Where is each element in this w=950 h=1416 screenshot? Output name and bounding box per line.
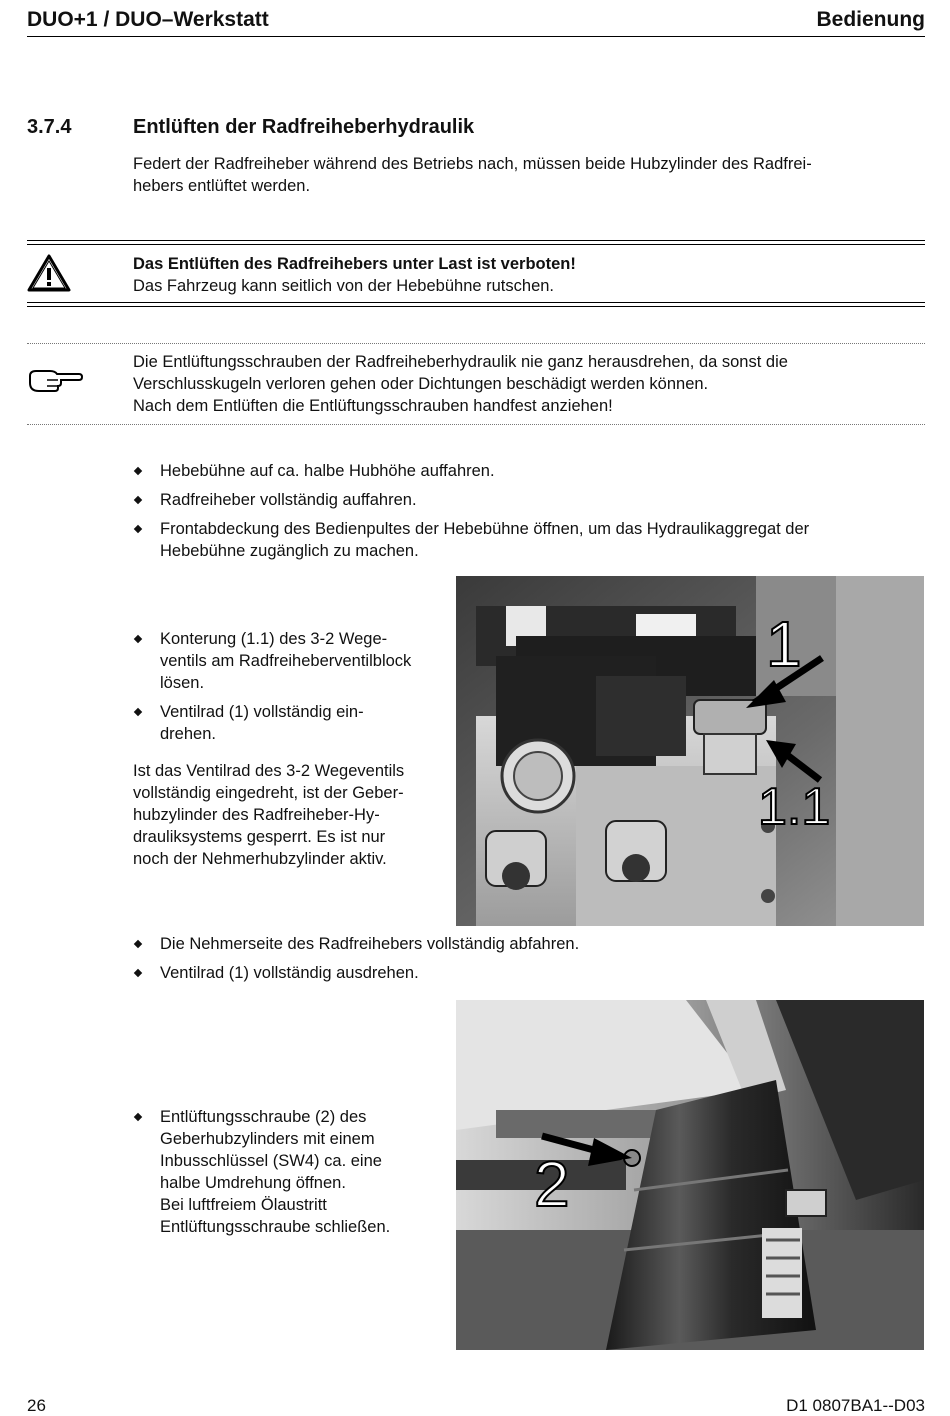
valve-block-photo [456,576,924,926]
warning-text [133,253,913,297]
intro-paragraph [133,153,913,197]
valve-explanation: Ist das Ventilrad des 3-2 Wegeventils vollständig eingedreht, ist der Geber- hubzylinder des Radfreiheber-Hy- drauliksystems gesperrt. Es ist nur noch der Nehmerhubzylinder aktiv. [133,762,405,868]
steps-list-d [133,1106,433,1245]
bullet-icon [134,969,142,977]
photo-label-2: 2 [534,1148,570,1220]
bullet-icon [134,525,142,533]
warning-body: Das Fahrzeug kann seitlich von der Hebebühne rutschen. [133,277,554,295]
steps-list-a [133,460,913,569]
intro-line: Federt der Radfreiheber während des Betriebs nach, müssen beide Hubzylinder des Radfrei- [133,155,812,173]
intro-line: hebers entlüftet werden. [133,177,311,195]
list-item: Radfreiheber vollständig auffahren. [133,489,913,511]
pointing-hand-icon [27,366,83,399]
section-title: Entlüften der Radfreiheberhydraulik [133,116,475,138]
bullet-icon [134,496,142,504]
note-bottom-rule [27,424,925,425]
bullet-icon [134,940,142,948]
list-item: Ventilrad (1) vollständig ein- drehen. [133,701,433,745]
note-line: Verschlusskugeln verloren gehen oder Dichtungen beschädigt werden können. [133,375,709,393]
warning-title: Das Entlüften des Radfreihebers unter Last ist verboten! [133,255,576,273]
bullet-icon [134,1113,142,1121]
steps-list-b [133,628,433,752]
cylinder-photo [456,1000,924,1350]
warning-triangle-icon [27,253,71,298]
note-line: Die Entlüftungsschrauben der Radfreiheberhydraulik nie ganz herausdrehen, da sonst die [133,353,788,371]
header-section: Bedienung [816,8,925,31]
bullet-icon [134,467,142,475]
list-item: Konterung (1.1) des 3-2 Wege- ventils am Radfreiheberventilblock lösen. [133,628,433,694]
photo-label-1-1: 1.1 [758,778,831,836]
photo-label-1: 1 [766,608,802,680]
section-number: 3.7.4 [27,116,72,138]
header-rule [27,36,925,37]
warning-bottom-rule [27,302,925,307]
warning-top-rule [27,240,925,245]
list-item: Entlüftungsschraube (2) des Geberhubzylinders mit einem Inbusschlüssel (SW4) ca. eine halbe Umdrehung öffnen. Bei luftfreiem Ölaustritt Entlüftungsschraube schließen. [133,1106,433,1238]
note-text [133,351,913,417]
page-number: 26 [27,1396,46,1415]
list-item: Hebebühne auf ca. halbe Hubhöhe auffahren. [133,460,913,482]
header-title: DUO+1 / DUO–Werkstatt [27,8,269,31]
list-item: Frontabdeckung des Bedienpultes der Hebebühne öffnen, um das Hydraulikaggregat der Hebebühne zugänglich zu machen. [133,518,913,562]
bullet-icon [134,635,142,643]
note-line: Nach dem Entlüften die Entlüftungsschrauben handfest anziehen! [133,397,613,415]
note-top-rule [27,343,925,344]
list-item: Ventilrad (1) vollständig ausdrehen. [133,962,913,984]
list-item: Die Nehmerseite des Radfreihebers vollständig abfahren. [133,933,913,955]
bullet-icon [134,708,142,716]
document-id: D1 0807BA1--D03 [786,1396,925,1415]
steps-list-c [133,933,913,991]
